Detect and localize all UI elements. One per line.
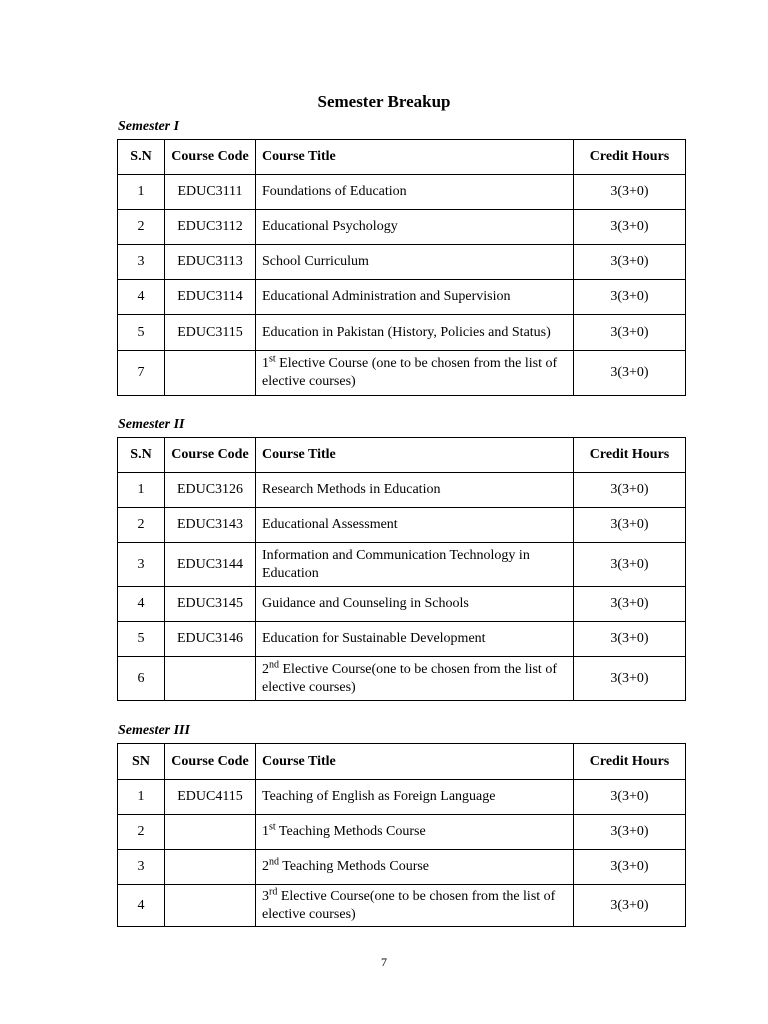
table-row: [118, 315, 686, 351]
cell-course-code: EDUC3115: [165, 315, 256, 351]
cell-credit-hours: 3(3+0): [574, 587, 686, 622]
table-header-row: [118, 744, 686, 780]
ordinal-suffix: rd: [269, 885, 278, 897]
cell-sn: 3: [118, 543, 165, 587]
cell-credit-hours: 3(3+0): [574, 351, 686, 396]
table-header-row: [118, 140, 686, 175]
cell-course-title: [256, 657, 574, 701]
ordinal-number: 1: [262, 356, 269, 371]
cell-sn: 3: [118, 245, 165, 280]
cell-course-code: EDUC3111: [165, 175, 256, 210]
semester-3-table: [117, 743, 686, 927]
cell-sn: 1: [118, 175, 165, 210]
cell-course-code: [165, 885, 256, 927]
table-row: [118, 622, 686, 657]
table-row: [118, 508, 686, 543]
header-sn: SN: [118, 744, 165, 780]
table-row: [118, 587, 686, 622]
table-row: [118, 543, 686, 587]
cell-credit-hours: 3(3+0): [574, 885, 686, 927]
table-row: [118, 280, 686, 315]
cell-course-code: [165, 815, 256, 850]
table-row: [118, 850, 686, 885]
ordinal-number: 2: [262, 859, 269, 874]
cell-course-title: Education for Sustainable Development: [256, 622, 574, 657]
cell-credit-hours: 3(3+0): [574, 473, 686, 508]
ordinal-number: 3: [262, 888, 269, 904]
cell-sn: 5: [118, 315, 165, 351]
cell-course-title: Guidance and Counseling in Schools: [256, 587, 574, 622]
header-credit-hours: Credit Hours: [574, 140, 686, 175]
cell-course-code: [165, 657, 256, 701]
cell-credit-hours: 3(3+0): [574, 622, 686, 657]
cell-course-title: Information and Communication Technology in Education: [256, 543, 574, 587]
header-sn: S.N: [118, 140, 165, 175]
cell-sn: 6: [118, 657, 165, 701]
cell-sn: 4: [118, 280, 165, 315]
table-row: [118, 815, 686, 850]
cell-course-title: Education in Pakistan (History, Policies and Status): [256, 315, 574, 351]
cell-credit-hours: 3(3+0): [574, 657, 686, 701]
cell-credit-hours: 3(3+0): [574, 543, 686, 587]
cell-sn: 4: [118, 885, 165, 927]
cell-sn: 3: [118, 850, 165, 885]
semester-2-table: [117, 437, 686, 701]
semester-3-label: Semester III: [118, 723, 190, 738]
title-text: Elective Course(one to be chosen from the list of elective courses): [262, 661, 557, 695]
title-text: Elective Course (one to be chosen from the list of elective courses): [262, 356, 558, 389]
cell-credit-hours: 3(3+0): [574, 175, 686, 210]
cell-sn: 7: [118, 351, 165, 396]
table-row: [118, 885, 686, 927]
page-number: 7: [381, 955, 387, 969]
cell-course-code: EDUC4115: [165, 780, 256, 815]
cell-credit-hours: 3(3+0): [574, 280, 686, 315]
ordinal-number: 2: [262, 661, 269, 677]
table-row: [118, 473, 686, 508]
cell-course-title: Educational Psychology: [256, 210, 574, 245]
table-row: [118, 175, 686, 210]
title-text: Teaching Methods Course: [279, 859, 430, 874]
cell-credit-hours: 3(3+0): [574, 508, 686, 543]
cell-credit-hours: 3(3+0): [574, 850, 686, 885]
cell-course-code: EDUC3112: [165, 210, 256, 245]
cell-course-title: [256, 885, 574, 927]
header-course-code: Course Code: [165, 744, 256, 780]
header-credit-hours: Credit Hours: [574, 744, 686, 780]
title-text: Elective Course(one to be chosen from the list of elective courses): [262, 888, 556, 922]
cell-course-title: School Curriculum: [256, 245, 574, 280]
cell-course-code: EDUC3146: [165, 622, 256, 657]
title-text: Teaching Methods Course: [275, 824, 426, 839]
table-row: [118, 210, 686, 245]
cell-course-title: Educational Assessment: [256, 508, 574, 543]
header-sn: S.N: [118, 438, 165, 473]
cell-sn: 1: [118, 473, 165, 508]
cell-course-title: Educational Administration and Supervision: [256, 280, 574, 315]
header-course-code: Course Code: [165, 140, 256, 175]
table-header-row: [118, 438, 686, 473]
cell-course-code: EDUC3114: [165, 280, 256, 315]
cell-credit-hours: 3(3+0): [574, 815, 686, 850]
cell-sn: 2: [118, 508, 165, 543]
cell-course-code: EDUC3126: [165, 473, 256, 508]
cell-course-code: [165, 351, 256, 396]
header-course-title: Course Title: [256, 140, 574, 175]
cell-course-code: EDUC3144: [165, 543, 256, 587]
cell-sn: 4: [118, 587, 165, 622]
cell-course-title: [256, 351, 574, 396]
cell-course-code: EDUC3143: [165, 508, 256, 543]
header-credit-hours: Credit Hours: [574, 438, 686, 473]
ordinal-number: 1: [262, 824, 269, 839]
cell-course-title: Research Methods in Education: [256, 473, 574, 508]
header-course-title: Course Title: [256, 744, 574, 780]
ordinal-suffix: st: [269, 353, 276, 365]
cell-course-title: [256, 850, 574, 885]
semester-2-label: Semester II: [118, 417, 185, 432]
cell-sn: 2: [118, 210, 165, 245]
ordinal-suffix: st: [269, 821, 276, 833]
cell-course-title: Teaching of English as Foreign Language: [256, 780, 574, 815]
cell-course-code: EDUC3113: [165, 245, 256, 280]
table-row: [118, 657, 686, 701]
cell-course-code: EDUC3145: [165, 587, 256, 622]
table-row: [118, 780, 686, 815]
cell-credit-hours: 3(3+0): [574, 210, 686, 245]
cell-course-title: [256, 815, 574, 850]
cell-course-code: [165, 850, 256, 885]
cell-course-title: Foundations of Education: [256, 175, 574, 210]
ordinal-suffix: nd: [269, 658, 279, 670]
cell-sn: 5: [118, 622, 165, 657]
ordinal-suffix: nd: [269, 856, 279, 868]
cell-credit-hours: 3(3+0): [574, 780, 686, 815]
semester-1-label: Semester I: [118, 119, 180, 134]
table-row: [118, 245, 686, 280]
header-course-title: Course Title: [256, 438, 574, 473]
page-title: Semester Breakup: [317, 92, 451, 111]
semester-1-table: [117, 139, 686, 396]
cell-sn: 1: [118, 780, 165, 815]
table-row: [118, 351, 686, 396]
cell-credit-hours: 3(3+0): [574, 245, 686, 280]
cell-sn: 2: [118, 815, 165, 850]
cell-credit-hours: 3(3+0): [574, 315, 686, 351]
header-course-code: Course Code: [165, 438, 256, 473]
